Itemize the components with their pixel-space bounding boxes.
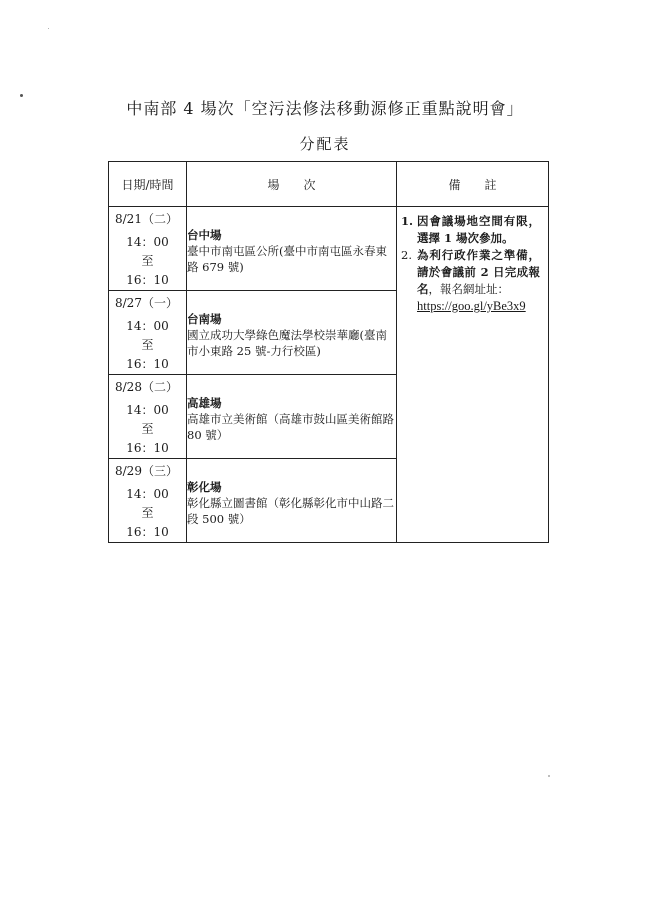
venue-name: 高雄場 <box>187 396 222 410</box>
header-venue: 場 次 <box>187 162 397 207</box>
session-to: 至 <box>141 254 154 268</box>
registration-link[interactable]: https://goo.gl/yBe3x9 <box>417 299 526 313</box>
date-cell <box>109 375 187 459</box>
venue-cell <box>187 459 397 543</box>
remark-number: 1. <box>401 214 414 228</box>
scan-speck <box>48 28 49 29</box>
remark-text-bold: 為利行政作業之準備，請於會議前 2 日完成報名 <box>417 248 540 296</box>
remark-text <box>417 247 540 315</box>
session-start: 14：00 <box>126 403 169 417</box>
session-date: 8/29（三） <box>115 464 178 478</box>
venue-cell <box>187 207 397 291</box>
session-end: 16：10 <box>126 273 169 287</box>
session-date: 8/27（一） <box>115 296 178 310</box>
remark-text-plain: ，報名網址址： <box>428 282 509 296</box>
date-cell <box>109 291 187 375</box>
session-start: 14：00 <box>126 235 169 249</box>
session-to: 至 <box>141 422 154 436</box>
venue-detail: 臺中市南屯區公所(臺中市南屯區永春東路 679 號) <box>187 244 387 274</box>
session-date: 8/28（二） <box>115 380 178 394</box>
session-start: 14：00 <box>126 487 169 501</box>
allocation-table <box>108 161 549 543</box>
venue-detail: 高雄市立美術館（高雄市鼓山區美術館路 80 號） <box>187 412 394 442</box>
session-date: 8/21（二） <box>115 212 178 226</box>
venue-name: 台中場 <box>187 228 222 242</box>
session-end: 16：10 <box>126 441 169 455</box>
table-header-row <box>109 162 549 207</box>
header-remark: 備 註 <box>397 162 549 207</box>
date-cell <box>109 207 187 291</box>
scan-speck <box>20 94 23 97</box>
session-end: 16：10 <box>126 525 169 539</box>
page-subtitle: 分配表 <box>299 135 351 153</box>
session-end: 16：10 <box>126 357 169 371</box>
table-row <box>109 207 549 291</box>
session-start: 14：00 <box>126 319 169 333</box>
venue-name: 彰化場 <box>187 480 222 494</box>
session-to: 至 <box>141 338 154 352</box>
header-date: 日期/時間 <box>109 162 187 207</box>
page-title: 中南部 4 場次「空污法修法移動源修正重點說明會」 <box>126 99 524 118</box>
session-to: 至 <box>141 506 154 520</box>
venue-cell <box>187 375 397 459</box>
remark-item-1 <box>401 213 540 247</box>
scan-speck <box>548 775 550 777</box>
remark-number: 2. <box>401 248 412 262</box>
remark-cell <box>397 207 549 543</box>
venue-detail: 國立成功大學綠色魔法學校崇華廳(臺南市小東路 25 號-力行校區) <box>187 328 387 358</box>
venue-cell <box>187 291 397 375</box>
venue-detail: 彰化縣立圖書館（彰化縣彰化市中山路二段 500 號） <box>187 496 394 526</box>
remark-item-2 <box>401 247 540 315</box>
remark-text: 因會議場地空間有限，選擇 1 場次參加。 <box>417 214 540 245</box>
venue-name: 台南場 <box>187 312 222 326</box>
date-cell <box>109 459 187 543</box>
